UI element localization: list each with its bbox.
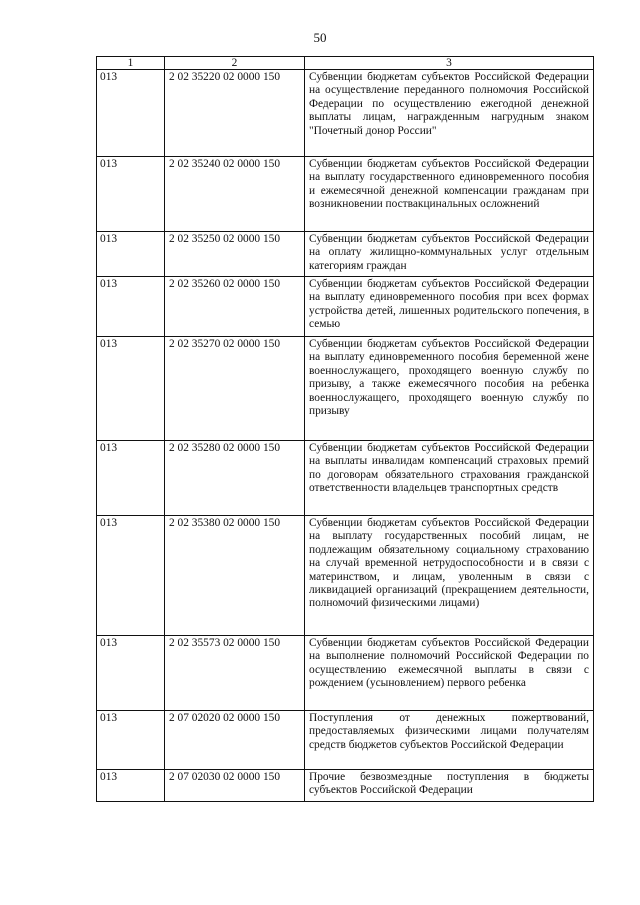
- admin-code: 013: [97, 232, 165, 277]
- admin-code: 013: [97, 711, 165, 770]
- budget-code: 2 02 35280 02 0000 150: [165, 441, 305, 516]
- admin-code: 013: [97, 277, 165, 337]
- table-row: [97, 711, 594, 770]
- table-row: [97, 441, 594, 516]
- budget-code: 2 02 35250 02 0000 150: [165, 232, 305, 277]
- budget-code: 2 07 02030 02 0000 150: [165, 770, 305, 802]
- column-header-2: 2: [165, 57, 305, 70]
- admin-code: 013: [97, 157, 165, 232]
- budget-code: 2 02 35260 02 0000 150: [165, 277, 305, 337]
- revenue-description: Поступления от денежных пожертвований, предоставляемых физическими лицами получателям средств бюджетов субъектов Российской Федерации: [305, 711, 594, 770]
- revenue-codes-table: [96, 56, 594, 802]
- revenue-description: Субвенции бюджетам субъектов Российской Федерации на выплату единовременного пособия при всех формах устройства детей, лишенных родительского попечения, в семью: [305, 277, 594, 337]
- table-row: [97, 70, 594, 157]
- table-row: [97, 770, 594, 802]
- admin-code: 013: [97, 636, 165, 711]
- table-row: [97, 232, 594, 277]
- admin-code: 013: [97, 337, 165, 441]
- budget-code: 2 02 35240 02 0000 150: [165, 157, 305, 232]
- revenue-description: Субвенции бюджетам субъектов Российской Федерации на выплату государственного единовременного пособия и ежемесячной денежной компенсации гражданам при возникновении поствакцинальных осложнений: [305, 157, 594, 232]
- table-row: [97, 277, 594, 337]
- revenue-description: Субвенции бюджетам субъектов Российской Федерации на выплату государственных пособий лицам, не подлежащим обязательному социальному страхованию на случай временной нетрудоспособности и в связи с материнством, и лицам, уволенным в связи с ликвидацией организаций (прекращением деятельности, полномочий физическими лицами): [305, 516, 594, 636]
- page-number: 50: [313, 30, 327, 45]
- revenue-description: Субвенции бюджетам субъектов Российской Федерации на выполнение полномочий Российской Федерации по осуществлению ежемесячной выплаты в связи с рождением (усыновлением) первого ребенка: [305, 636, 594, 711]
- admin-code: 013: [97, 70, 165, 157]
- table-row: [97, 157, 594, 232]
- column-header-3: 3: [305, 57, 594, 70]
- table-row: [97, 337, 594, 441]
- budget-code: 2 02 35380 02 0000 150: [165, 516, 305, 636]
- budget-code: 2 07 02020 02 0000 150: [165, 711, 305, 770]
- budget-code: 2 02 35270 02 0000 150: [165, 337, 305, 441]
- budget-code: 2 02 35220 02 0000 150: [165, 70, 305, 157]
- admin-code: 013: [97, 441, 165, 516]
- admin-code: 013: [97, 770, 165, 802]
- admin-code: 013: [97, 516, 165, 636]
- revenue-description: Субвенции бюджетам субъектов Российской Федерации на оплату жилищно-коммунальных услуг отдельным категориям граждан: [305, 232, 594, 277]
- revenue-description: Субвенции бюджетам субъектов Российской Федерации на выплату единовременного пособия беременной жене военнослужащего, проходящего военную службу по призыву, а также ежемесячного пособия на ребенка военнослужащего, проходящего военную службу по призыву: [305, 337, 594, 441]
- revenue-description: Прочие безвозмездные поступления в бюджеты субъектов Российской Федерации: [305, 770, 594, 802]
- table-header-row: [97, 57, 594, 70]
- budget-code: 2 02 35573 02 0000 150: [165, 636, 305, 711]
- table-row: [97, 516, 594, 636]
- revenue-description: Субвенции бюджетам субъектов Российской Федерации на осуществление переданного полномочия Российской Федерации по осуществлению ежегодной денежной выплаты лицам, награжденным нагрудным знаком "Почетный донор России": [305, 70, 594, 157]
- table-row: [97, 636, 594, 711]
- revenue-description: Субвенции бюджетам субъектов Российской Федерации на выплаты инвалидам компенсаций страховых премий по договорам обязательного страхования гражданской ответственности владельцев транспортных средств: [305, 441, 594, 516]
- column-header-1: 1: [97, 57, 165, 70]
